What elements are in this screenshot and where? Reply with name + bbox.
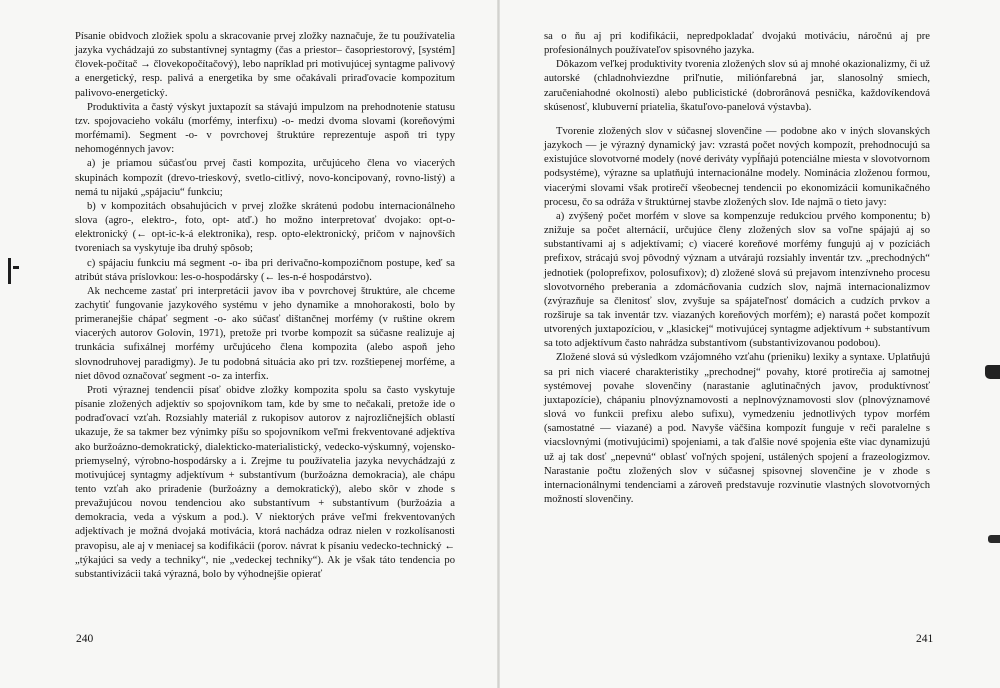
list-item: c) spájaciu funkciu má segment -o- iba pri derivačno-kompozičnom postupe, keď sa atribút stáva príslovkou: les-o-hospodársky (← les-n-é hospodárstvo). [75,257,455,283]
right-page [500,0,1000,688]
paragraph: Zložené slová sú výsledkom vzájomného vzťahu (prieniku) lexiky a syntaxe. Uplatňujú sa pri nich viaceré charakteristiky „prechodnej“ povahy, ktoré protirečia aj samotnej systémovej povahe slovenčiny (narastanie aglutinačných javov, produktívnosť juxtapozície), chápaniu plnovýznamovosti a neplnovýznamovosti slov (plnovýznamové slová vo funkcii prefixu alebo sufixu), vymedzeniu jednotlivých typov morfém (samostatné — viazané) a pod. Navyše väčšina kompozít funguje v reči paralelne s viacslovnými (motivujúcimi) spojeniami, a tak ďalšie nové spojenia ešte viac dynamizujú už aj tak dosť „nepevnú“ oblasť voľných spojení, ustálených spojení a frazeologizmov. Narastanie počtu zložených slov v súčasnej spisovnej slovenčine je v zhode s internacionálnymi tendenciami a zároveň predstavuje rozvinutie vlastných slovotvorných možností slovenčiny. [544,352,930,505]
paragraph: Tvorenie zložených slov v súčasnej slovenčine — podobne ako v iných slovanských jazykoch — je výrazný dynamický jav: vzrastá počet nových kompozít, prehodnocujú sa existujúce slovotvorné modely (nové deriváty vypĺňajú potenciálne miesta v slovotvornom podsystéme), výrazne sa uplatňujú internacionálne modely. Nominácia zloženou formou, viacerými slovami však protirečí všeobecnej tendencii po ekonomizácii komunikačného procesu, čo sa odráža v štruktúrnej stavbe zložených slov. Ide najmä o tieto javy: [544,125,930,208]
page-number: 241 [916,633,934,645]
scan-artifact [8,258,11,284]
paragraph: a) zvýšený počet morfém v slove sa kompenzuje redukciou prvého komponentu; b) znižuje sa počet alternácií, určujúce členy zložených slov sa voľne spájajú aj so substantívami aj s adjektívami; c) viaceré koreňové morfémy fungujú aj v pozíciách prefixov, strácajú svoj pôvodný význam a utvárajú rozsiahly inventár tzv. „prechodných“ jednotiek (poloprefixov, polosufixov); d) zložené slová sú prejavom intenzívneho procesu slovotvorného preberania a zdomácňovania cudzích slov, najmä internacionalizmov (zvýrazňuje sa členitosť slov, zvyšuje sa spájateľnosť domácich a cudzích prvkov a rozširuje sa tak inventár tzv. viazaných koreňových morfém); e) narastá počet kompozít utvorených juxtapozíciou, v „klasickej“ motivujúcej syntagme adjektívum + substantívum sa toto adjektívum často nahrádza substantívom (substantivizovanou podobou). [544,210,930,350]
list-item: a) je priamou súčasťou prvej časti kompozita, určujúceho člena vo viacerých skupinách kompozít (drevo-trieskový, svetlo-citlivý, novo-koncipovaný, rovno-listý) a nemá tu nijakú „spájaciu“ funkciu; [75,158,455,198]
paragraph: Dôkazom veľkej produktivity tvorenia zložených slov sú aj mnohé okazionalizmy, či už autorské (chladnohviezdne priľnutie, miliónfarebná jar, slanosolný smiech, zaručeniahodné okolnosti) alebo publicistické (dobrorânová pesnička, každovíkendová skúsenosť, klubuverní priatelia, škatuľovo-panelová výstavba). [544,59,930,113]
page-number: 240 [76,633,94,645]
scan-artifact [13,266,19,269]
paragraph: Proti výraznej tendencii písať obidve zložky kompozita spolu sa často vyskytuje písanie zložených adjektív so spojovníkom tam, kde by sme to nečakali, pretože ide o podraďovací vzťah. Rozsiahly materiál z rukopisov autorov z najrozličnejších oblastí ukazuje, že sa takmer bez výnimky píšu so spojovníkom veľmi frekventované adjektíva ako buržoázno-demokratický, dialekticko-materialistický, vedecko-výskumný, vojensko-priemyselný, výrobno-hospodársky a i. Zrejme tu používatelia jazyka nevychádzajú z motivujúcej syntagmy adjektívum + substantívum (buržoázna demokracia), ale chápu tento vzťah ako priradenie (buržoázny a demokratický), alebo skôr v zhode s prevažujúcou novou tendenciou ako substantívum + substantívum (buržoázia a demokracia, veda a výskum a pod.). V niektorých práve veľmi frekventovaných adjektívach je možná dvojaká motivácia, ktorá nachádza odraz nielen v rozkolísanosti pravopisu, ale aj v meniacej sa kodifikácii (porov. návrat k písaniu vedecko-technický ← „týkajúci sa vedy a techniky“, nie „vedeckej techniky“). Ak je však táto tendencia po substantivizácii taká výrazná, bolo by výhodnejšie opierať [75,384,455,580]
scan-artifact [988,535,1000,543]
paragraph: Písanie obidvoch zložiek spolu a skracovanie prvej zložky naznačuje, že tu používatelia jazyka vychádzajú zo substantívnej syntagmy (čas a priestor– časopriestorový, [systém] človek-počítač → človekopočítačový), lebo napríklad pri motivujúcej syntagme palivový a energetický, resp. palivá a energetika by sme očakávali priraďovacie kompozitum palivovo-energetický. [75,31,455,99]
paragraph: Ak nechceme zastať pri interpretácii javov iba v povrchovej štruktúre, ale chceme zachytiť fungovanie jazykového systému v jeho dynamike a mnohorakosti, bolo by primeranejšie chápať segment -o- ako súčasť dištančnej morfémy (v ruštine okrem viacerých autorov Golovin, 1971), pretože pri tvorbe kompozít sa súčasne realizuje aj trunkácia sufixálnej morfémy určujúceho člena kompozita (alebo aspoň jeho slovnodruhovej paradigmy). Je tu podobná situácia ako pri tzv. rozštiepenej morféme, a niet dôvod označovať segment -o- za interfix. [75,285,455,382]
paragraph: sa o ňu aj pri kodifikácii, nepredpokladať dvojakú motiváciu, náročnú aj pre profesionálnych používateľov spisovného jazyka. [544,31,930,57]
scan-artifact [985,365,1000,379]
list-item: b) v kompozitách obsahujúcich v prvej zložke skrátenú podobu internacionálneho slova (agro-, elektro-, foto, opt- atď.) ho možno interpretovať dvojako: opt-o-elektronický (← opt-ic-k-á elektronika), resp. opto-elektronický, pričom v najnovších tvoreniach sa vyskytuje iba druhý spôsob; [75,200,455,255]
right-page-text [544,30,930,507]
left-page-text [75,30,455,582]
paragraph: Produktivita a častý výskyt juxtapozít sa stávajú impulzom na prehodnotenie statusu tzv. spojovacieho vokálu (morfémy, interfixu) -o- medzi dvoma slovami (koreňovými morfémami). Segment -o- v povrchovej štruktúre reprezentuje aspoň tri typy nehomogénnych javov: [75,101,455,156]
